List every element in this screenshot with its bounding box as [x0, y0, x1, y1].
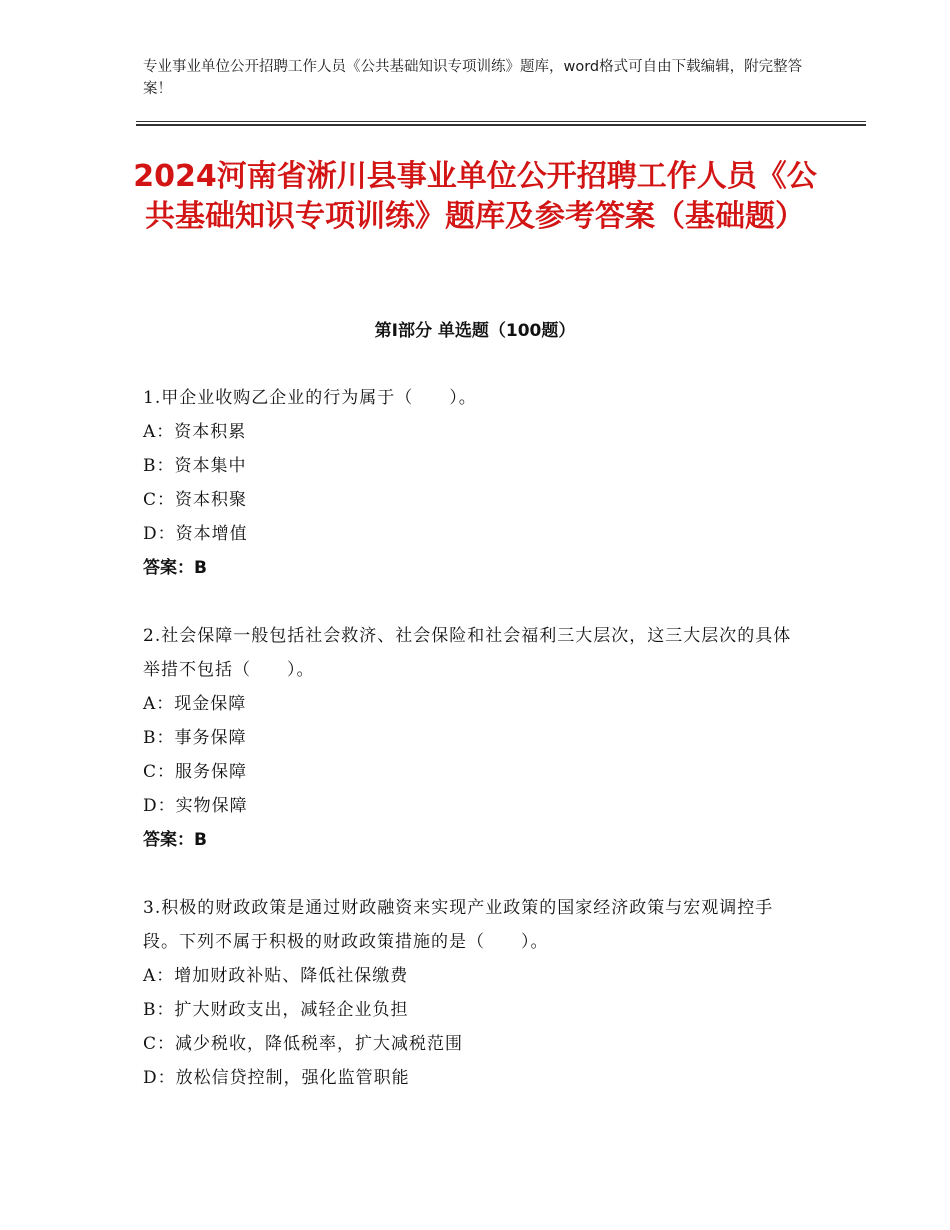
header-note: 专业事业单位公开招聘工作人员《公共基础知识专项训练》题库，word格式可自由下载编辑，附完整答案！ — [143, 59, 803, 97]
question-1 — [143, 381, 803, 585]
header-divider-thin — [136, 121, 866, 122]
document-title: 2024河南省淅川县事业单位公开招聘工作人员《公共基础知识专项训练》题库及参考答案（基础题） — [133, 159, 817, 234]
option-b: B：事务保障 — [143, 728, 247, 748]
option-a: A：增加财政补贴、降低社保缴费 — [143, 966, 409, 986]
answer: 答案：B — [143, 558, 207, 578]
option-c: C：服务保障 — [143, 762, 248, 782]
header-divider-thick — [136, 124, 866, 126]
question-stem: 1.甲企业收购乙企业的行为属于（ ）。 — [143, 388, 477, 408]
option-b: B：扩大财政支出，减轻企业负担 — [143, 1000, 409, 1020]
option-c: C：减少税收，降低税率，扩大减税范围 — [143, 1034, 464, 1054]
section-title: 第Ⅰ部分 单选题（100题） — [374, 321, 576, 341]
answer: 答案：B — [143, 830, 207, 850]
header-divider — [136, 121, 866, 127]
option-d: D：资本增值 — [143, 524, 248, 544]
question-2 — [143, 619, 803, 857]
option-d: D：实物保障 — [143, 796, 248, 816]
question-stem: 2.社会保障一般包括社会救济、社会保险和社会福利三大层次，这三大层次的具体举措不包括（ ）。 — [143, 626, 792, 680]
question-3 — [143, 891, 803, 1095]
question-stem: 3.积极的财政政策是通过财政融资来实现产业政策的国家经济政策与宏观调控手段。下列不属于积极的财政政策措施的是（ ）。 — [143, 898, 774, 952]
option-d: D：放松信贷控制，强化监管职能 — [143, 1068, 410, 1088]
option-a: A：资本积累 — [143, 422, 247, 442]
question-list — [143, 381, 803, 1129]
option-b: B：资本集中 — [143, 456, 247, 476]
option-a: A：现金保障 — [143, 694, 247, 714]
option-c: C：资本积聚 — [143, 490, 248, 510]
